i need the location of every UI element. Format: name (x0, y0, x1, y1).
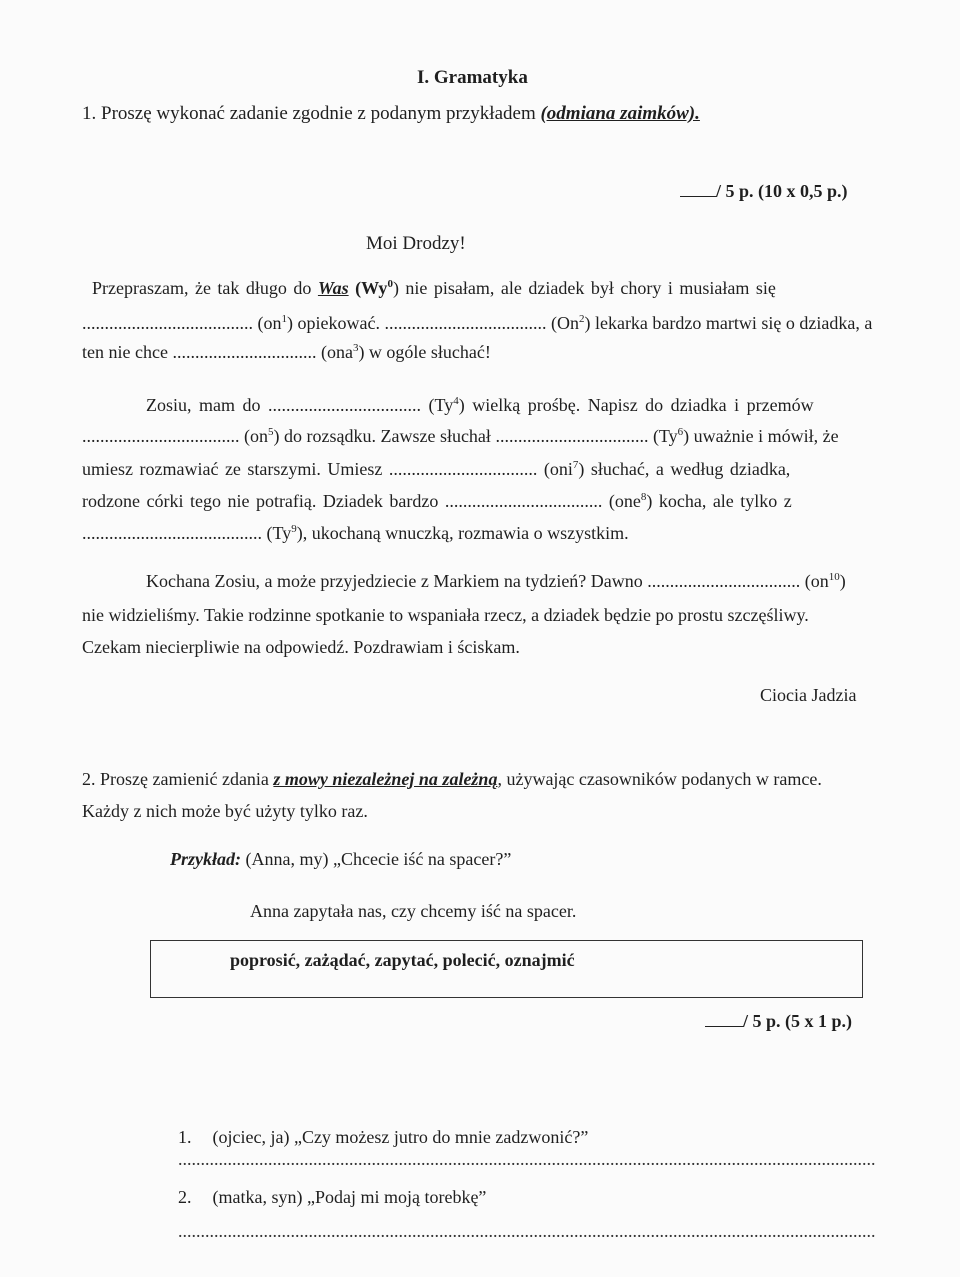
verb-list: poprosić, zażądać, zapytać, polecić, oznajmić (230, 950, 575, 970)
task1-instruction-text: 1. Proszę wykonać zadanie zgodnie z podanym przykładem (82, 103, 541, 124)
task2-score-blank[interactable] (705, 1012, 743, 1027)
item-number: 1. (178, 1127, 192, 1147)
letter-p3-line1: Kochana Zosiu, a może przyjedziecie z Markiem na tydzień? Dawno .................................. $(on^{10})$ (146, 571, 846, 591)
task2-score (705, 1012, 852, 1030)
letter-p1-line3: ten nie chce ................................ (ona$^3$) w ogóle słuchać! (82, 342, 491, 362)
answer-line-2[interactable]: ........................................................................................................................................................... (178, 1221, 876, 1241)
blank-6[interactable]: .................................. (495, 426, 649, 446)
example-answer-was: Was (317, 278, 349, 298)
p1-text-c: ) nie pisałam, ale dziadek był chory i musiałam się (392, 278, 776, 298)
blank-7[interactable]: ................................. (388, 459, 538, 479)
task1-score (680, 182, 848, 200)
blank-10[interactable]: .................................. (647, 571, 801, 591)
blank-2[interactable]: .................................... (384, 313, 547, 333)
task1-score-blank[interactable] (680, 182, 716, 197)
answer-line-1[interactable]: ........................................................................................................................................................... (178, 1149, 876, 1169)
letter-p2-line2: ................................... $(on^5)$ do rozsądku. Zawsze słuchał .................................. (Ty$^6$) uważnie i mówił, że (82, 426, 839, 446)
letter-p3-line3: Czekam niecierpliwie na odpowiedź. Pozdrawiam i ściskam. (82, 637, 520, 657)
task2-example (170, 850, 511, 868)
example-label: Przykład: (170, 849, 241, 869)
letter-p3-line2: nie widzieliśmy. Takie rodzinne spotkanie to wspaniała rzecz, a dziadek będzie po prostu szczęśliwy. (82, 605, 809, 625)
task2-item-1 (178, 1128, 588, 1146)
task1-score-text: / 5 p. (10 x 0,5 p.) (716, 181, 848, 201)
task2-example-answer: Anna zapytała nas, czy chcemy iść na spacer. (250, 901, 577, 921)
letter-greeting: Moi Drodzy! (366, 233, 466, 254)
task1-instruction (82, 104, 700, 123)
blank-4[interactable]: .................................. (268, 395, 421, 415)
item-text: (matka, syn) „Podaj mi moją torebkę” (212, 1187, 487, 1207)
blank-5[interactable]: ................................... (82, 426, 240, 446)
letter-p2-line3: umiesz rozmawiać ze starszymi. Umiesz ................................. (oni$^7$) słuchać, a według dziadka, (82, 459, 791, 479)
task2-score-text: / 5 p. (5 x 1 p.) (743, 1011, 853, 1031)
item-number: 2. (178, 1187, 192, 1207)
blank-3[interactable]: ................................ (172, 342, 317, 362)
task2-instruction-line2: Każdy z nich może być użyty tylko raz. (82, 801, 368, 821)
example-text: (Anna, my) „Chcecie iść na spacer?” (241, 849, 512, 869)
letter-p1-line2: ...................................... $(on^1)$ opiekować. .................................... (On$^2$) lekarka bardzo martwi się o dziadka, a (82, 313, 873, 333)
letter-signature: Ciocia Jadzia (760, 685, 857, 705)
blank-8[interactable]: ................................... (444, 491, 603, 511)
task2-instruction-emphasis: z mowy niezależnej na zależną (273, 769, 498, 789)
task2-instruction-line1: 2. Proszę zamienić zdania z mowy niezależnej na zależną, używając czasowników podanych w ramce. (82, 769, 822, 789)
blank-1[interactable]: ...................................... (82, 313, 253, 333)
p1-text-a: Przepraszam, że tak długo do (92, 278, 318, 298)
letter-p2-line4: rodzone córki tego nie potrafią. Dziadek bardzo ................................... (one$^8$) kocha, ale tylko z (82, 491, 792, 511)
section-title: I. Gramatyka (417, 67, 528, 88)
letter-p2-line1: Zosiu, mam do .................................. (Ty$^4$) wielką prośbę. Napisz do dziadka i przemów (146, 395, 814, 415)
blank-9[interactable]: ........................................ (82, 523, 262, 543)
letter-p2-line5: ........................................ (Ty$^9$), ukochaną wnuczką, rozmawia o wszystkim. (82, 523, 629, 543)
task2-item-2 (178, 1188, 486, 1206)
letter-p1-line1 (92, 279, 776, 297)
item-text: (ojciec, ja) „Czy możesz jutro do mnie zadzwonić?” (212, 1127, 589, 1147)
p1-text-b: (Wy$^0$ (348, 278, 393, 298)
task1-instruction-emphasis: (odmiana zaimków). (540, 103, 700, 124)
